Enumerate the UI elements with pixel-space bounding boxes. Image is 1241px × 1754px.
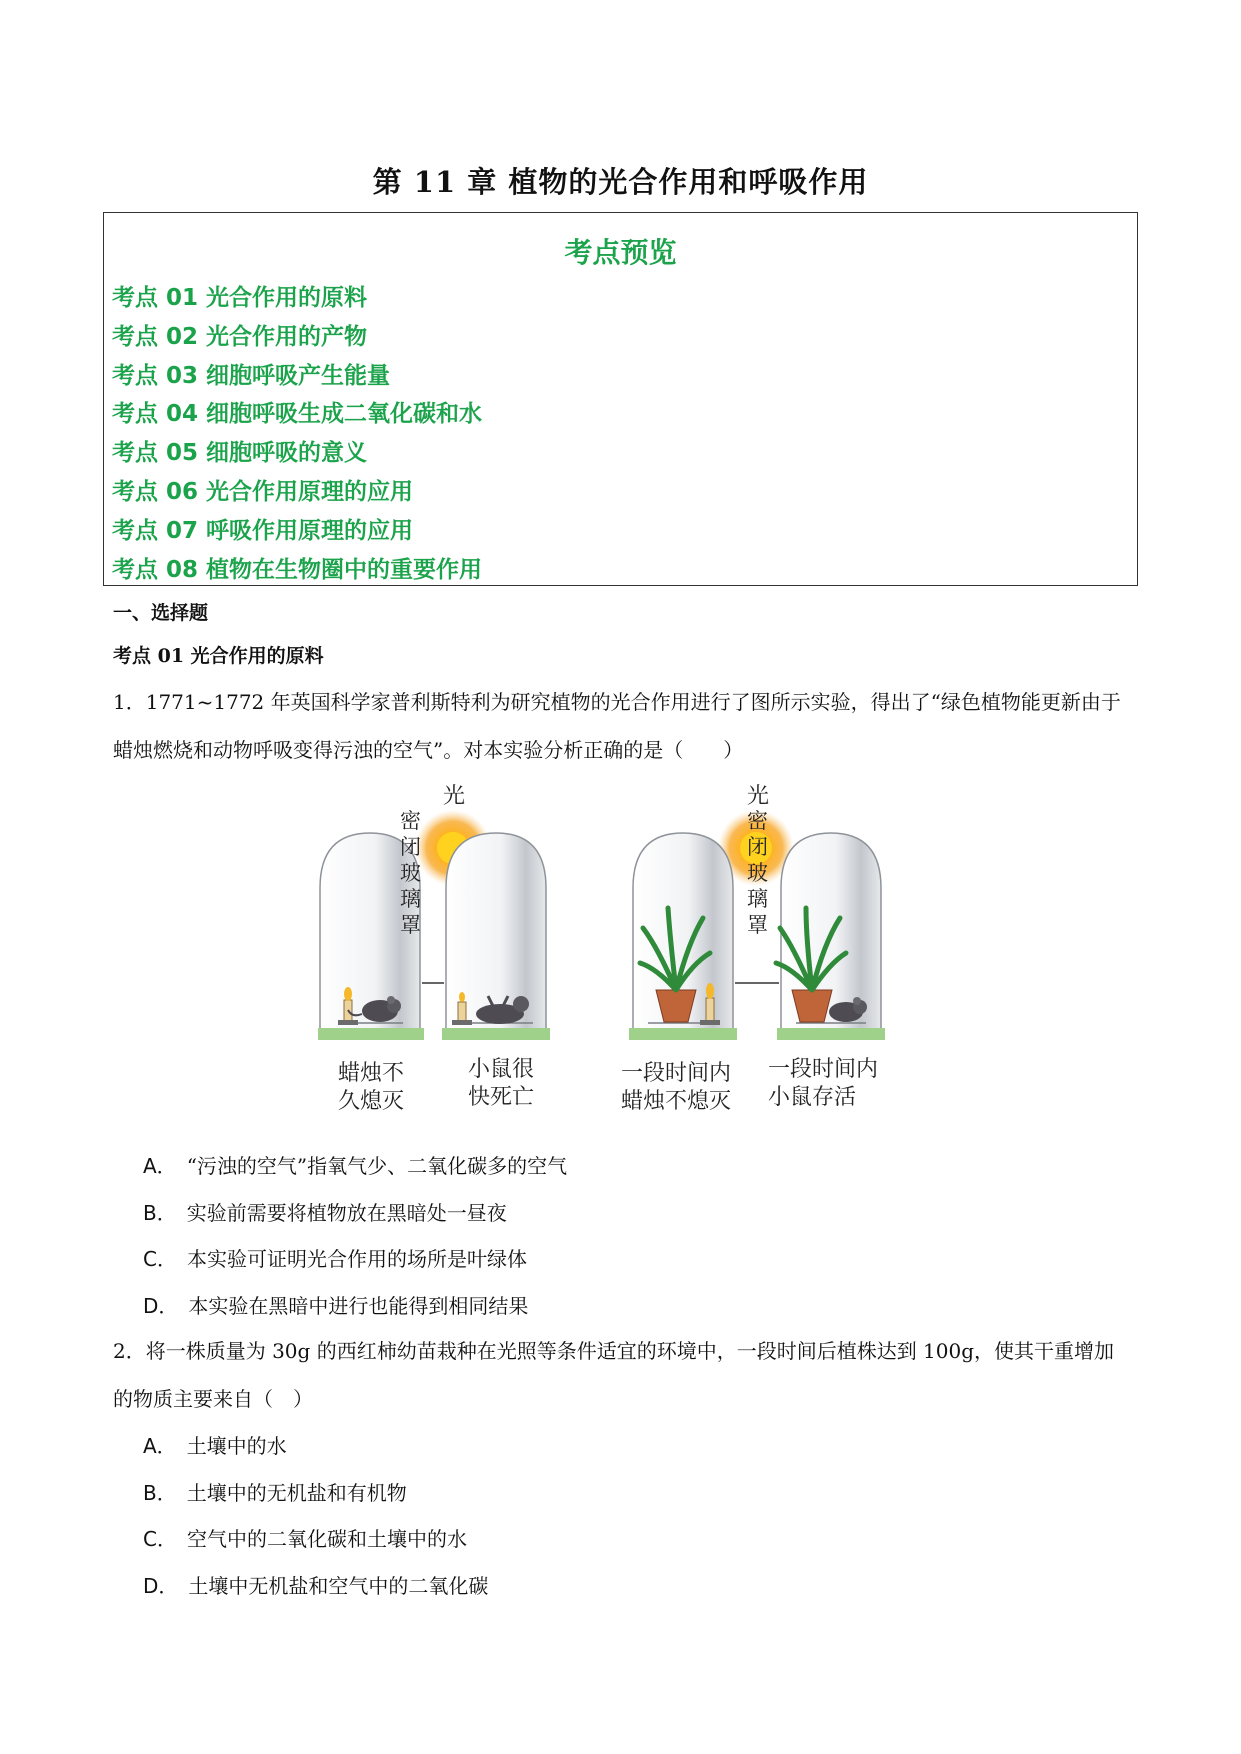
preview-item: 考点 06 光合作用原理的应用 [112, 478, 414, 505]
preview-item: 考点 03 细胞呼吸产生能量 [112, 362, 391, 389]
caption-1-line-1: 蜡烛不 [338, 1061, 405, 1086]
jar-label-char: 密 [400, 809, 421, 833]
jar-label-char: 璃 [400, 887, 421, 911]
preview-item: 考点 02 光合作用的产物 [112, 323, 368, 350]
option-b: B． 实验前需要将植物放在黑暗处一昼夜 [143, 1200, 507, 1225]
caption-3-line-1: 一段时间内 [621, 1061, 732, 1086]
jar-label-char: 璃 [747, 887, 768, 911]
caption-1-line-2: 久熄灭 [338, 1089, 405, 1114]
question-2-options [143, 1423, 488, 1609]
option-d: D． 土壤中无机盐和空气中的二氧化碳 [143, 1573, 489, 1598]
caption-2-line-1: 小鼠很 [468, 1057, 535, 1082]
topic-preview-box [103, 212, 1138, 586]
preview-item: 考点 01 光合作用的原料 [112, 285, 368, 311]
jar-label-char: 闭 [747, 835, 768, 859]
preview-item: 考点 04 细胞呼吸生成二氧化碳和水 [112, 401, 483, 428]
option-d: D． 本实验在黑暗中进行也能得到相同结果 [143, 1293, 529, 1318]
jar-label-char: 闭 [400, 835, 421, 859]
section-heading: 一、选择题 [113, 602, 209, 624]
jar-label-char: 玻 [747, 861, 768, 885]
topic-heading: 考点 01 光合作用的原料 [113, 645, 324, 667]
question-2-text: 2．将一株质量为 30g 的西红柿幼苗栽种在光照等条件适宜的环境中，一段时间后植株达到 100g，使其干重增加的物质主要来自（ ） [113, 1339, 1115, 1411]
caption-3-line-2: 蜡烛不熄灭 [621, 1089, 732, 1114]
option-b: B． 土壤中的无机盐和有机物 [143, 1480, 407, 1505]
preview-heading: 考点预览 [564, 236, 677, 269]
light-label-right: 光 [746, 784, 770, 809]
jar-label-char: 玻 [400, 861, 421, 885]
jar-label-char: 密 [747, 809, 768, 833]
question-1-text: 1．1771~1772 年英国科学家普利斯特利为研究植物的光合作用进行了图所示实验，得出了“绿色植物能更新由于蜡烛燃烧和动物呼吸变得污浊的空气”。对本实验分析正确的是（ ） [113, 690, 1121, 762]
priestley-experiment-figure [318, 778, 928, 1118]
jar-label-char: 罩 [400, 913, 421, 937]
option-c: C． 空气中的二氧化碳和土壤中的水 [143, 1527, 467, 1551]
preview-item: 考点 07 呼吸作用原理的应用 [112, 517, 414, 544]
caption-2-line-2: 快死亡 [468, 1085, 535, 1110]
preview-list [112, 279, 482, 589]
page-title: 第 11 章 植物的光合作用和呼吸作用 [372, 165, 869, 199]
question-1-options [143, 1143, 567, 1329]
preview-item: 考点 08 植物在生物圈中的重要作用 [112, 556, 483, 583]
caption-4-line-1: 一段时间内 [768, 1057, 879, 1082]
option-c: C． 本实验可证明光合作用的场所是叶绿体 [143, 1247, 527, 1271]
caption-4-line-2: 小鼠存活 [768, 1085, 857, 1110]
option-a: A． 土壤中的水 [143, 1434, 287, 1458]
option-a: A． “污浊的空气”指氧气少、二氧化碳多的空气 [143, 1154, 568, 1178]
preview-item: 考点 05 细胞呼吸的意义 [112, 440, 368, 467]
light-label-left: 光 [442, 784, 466, 809]
jar-label-char: 罩 [747, 913, 768, 937]
